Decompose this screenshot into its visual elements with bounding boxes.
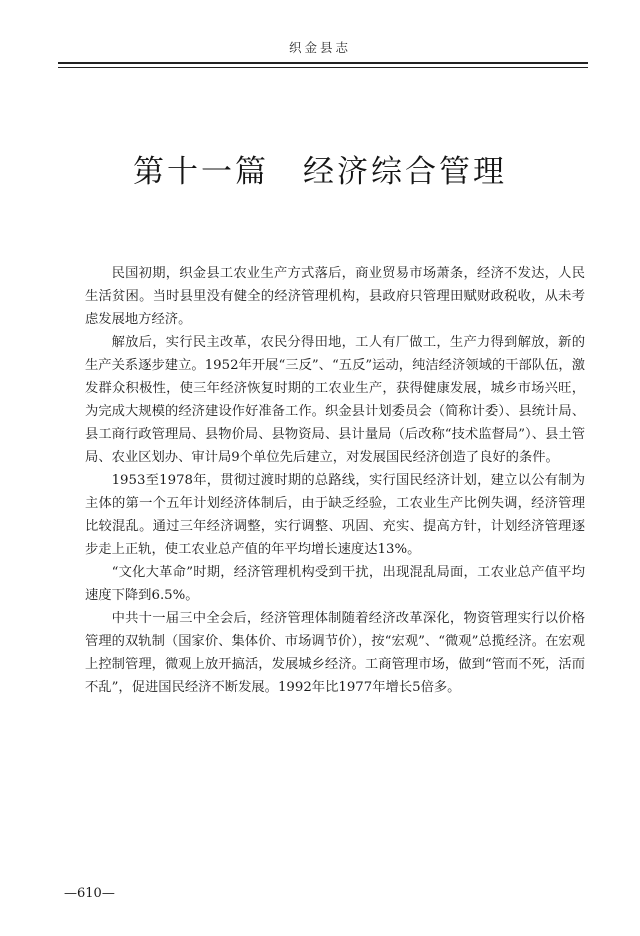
paragraph: 民国初期，织金县工农业生产方式落后，商业贸易市场萧条，经济不发达，人民生活贫困。当时县里没有健全的经济管理机构，县政府只管理田赋财政税收，从未考虑发展地方经济。 (85, 266, 585, 327)
paragraph: 解放后，实行民主改革，农民分得田地，工人有厂做工，生产力得到解放，新的生产关系逐步建立。1952年开展“三反”、“五反”运动，纯洁经济领域的干部队伍，激发群众积极性，使三年经济恢复时期的工农业生产，获得健康发展，城乡市场兴旺，为完成大规模的经济建设作好准备工作。织金县计划委员会（简称计委）、县统计局、县工商行政管理局、县物价局、县物资局、县计量局（后改称“技术监督局”）、县土管局、农业区划办、审计局9个单位先后建立，对发展国民经济创造了良好的条件。 (85, 335, 585, 465)
header-rule-thin (58, 67, 588, 68)
running-header: 织金县志 (288, 40, 351, 55)
page-number: —610— (64, 886, 115, 901)
header-rule-thick (58, 62, 588, 64)
paragraph: 中共十一届三中全会后，经济管理体制随着经济改革深化，物资管理实行以价格管理的双轨制（国家价、集体价、市场调节价），按“宏观”、“微观”总揽经济。在宏观上控制管理，微观上放开搞活，发展城乡经济。工商管理市场，做到“管而不死，活而不乱”，促进国民经济不断发展。1992年比1977年增长5倍多。 (85, 611, 585, 695)
paragraph: 1953至1978年，贯彻过渡时期的总路线，实行国民经济计划，建立以公有制为主体的第一个五年计划经济体制后，由于缺乏经验，工农业生产比例失调，经济管理比较混乱。通过三年经济调整，实行调整、巩固、充实、提高方针，计划经济管理逐步走上正轨，使工农业总产值的年平均增长速度达13%。 (85, 473, 585, 557)
body-text (85, 262, 585, 699)
paragraph: “文化大革命”时期，经济管理机构受到干扰，出现混乱局面，工农业总产值平均速度下降到6.5%。 (85, 565, 585, 603)
chapter-title: 第十一篇 经济综合管理 (133, 154, 507, 190)
